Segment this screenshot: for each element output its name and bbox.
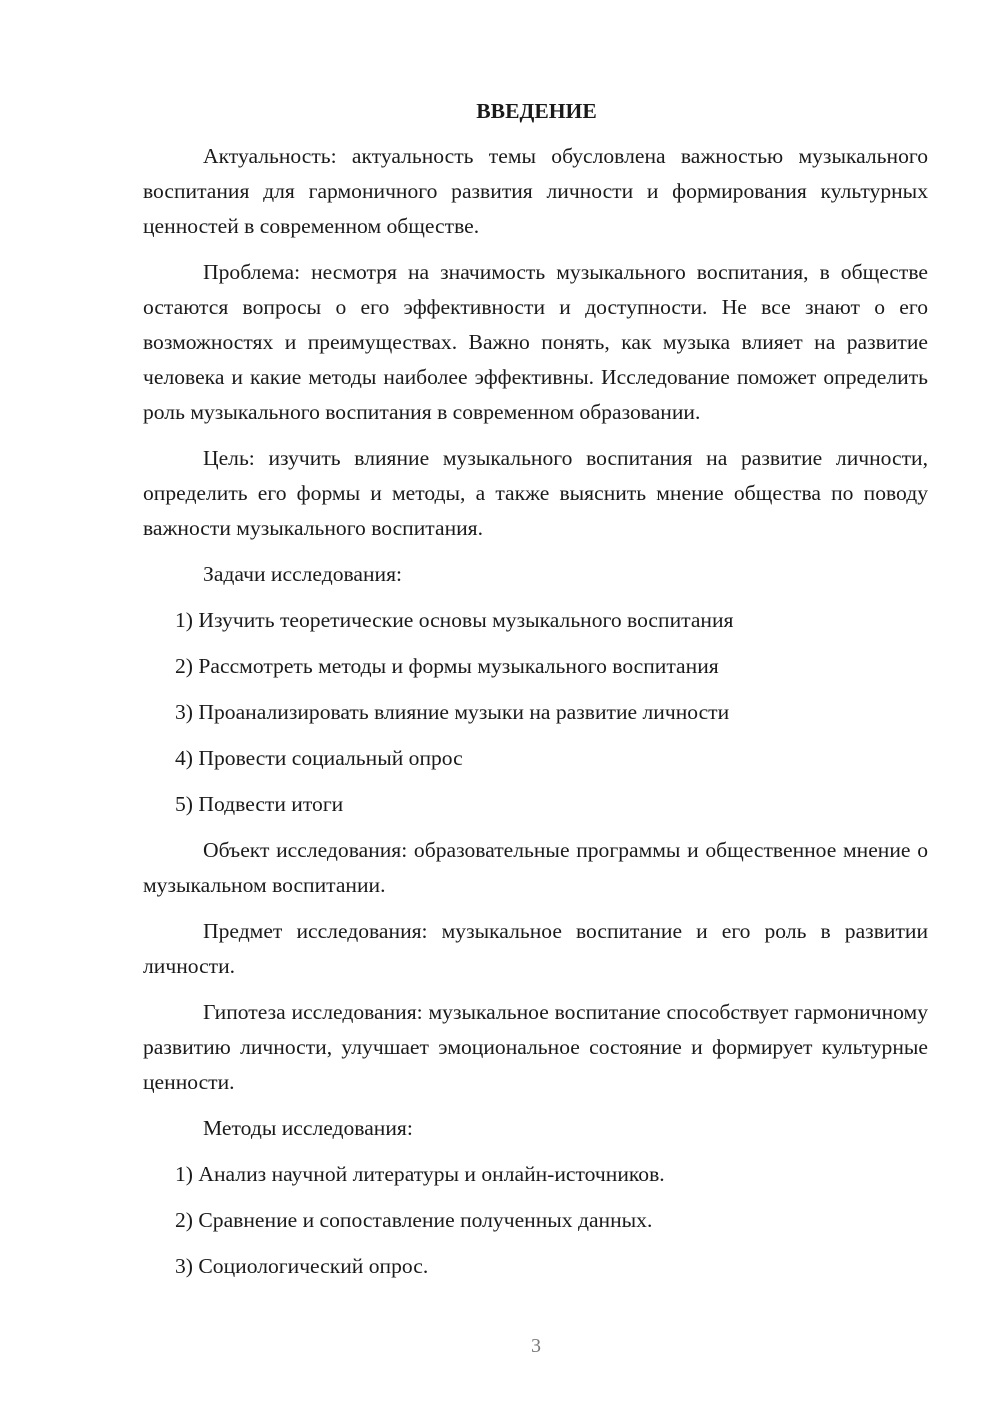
list-item: 4) Провести социальный опрос xyxy=(175,746,463,770)
methods-label: Методы исследования: xyxy=(203,1116,413,1140)
subject-paragraph: Предмет исследования: музыкальное воспитание и его роль в развитии личности. xyxy=(143,919,928,978)
list-item: 5) Подвести итоги xyxy=(175,792,344,816)
list-item: 2) Сравнение и сопоставление полученных данных. xyxy=(175,1208,653,1232)
goal-paragraph: Цель: изучить влияние музыкального воспитания на развитие личности, определить его формы и методы, а также выяснить мнение общества по поводу важности музыкального воспитания. xyxy=(143,446,928,540)
list-item: 2) Рассмотреть методы и формы музыкального воспитания xyxy=(175,654,719,678)
list-item: 1) Анализ научной литературы и онлайн-источников. xyxy=(175,1162,665,1186)
list-item: 1) Изучить теоретические основы музыкального воспитания xyxy=(175,608,734,632)
problem-paragraph: Проблема: несмотря на значимость музыкального воспитания, в обществе остаются вопросы о его эффективности и доступности. Не все знают о его возможностях и преимуществах. Важно понять, как музыка влияет на развитие человека и какие методы наиболее эффективны. Исследование поможет определить роль музыкального воспитания в современном образовании. xyxy=(143,260,928,424)
document-page xyxy=(143,95,928,1295)
tasks-list xyxy=(143,603,928,822)
tasks-label: Задачи исследования: xyxy=(203,562,403,586)
list-item: 3) Проанализировать влияние музыки на развитие личности xyxy=(175,700,730,724)
page-title: ВВЕДЕНИЕ xyxy=(476,99,597,123)
list-item: 3) Социологический опрос. xyxy=(175,1254,429,1278)
relevance-paragraph: Актуальность: актуальность темы обусловлена важностью музыкального воспитания для гармоничного развития личности и формирования культурных ценностей в современном обществе. xyxy=(143,144,928,238)
object-paragraph: Объект исследования: образовательные программы и общественное мнение о музыкальном воспитании. xyxy=(143,838,928,897)
hypothesis-paragraph: Гипотеза исследования: музыкальное воспитание способствует гармоничному развитию личности, улучшает эмоциональное состояние и формирует культурные ценности. xyxy=(143,1000,928,1094)
page-number: 3 xyxy=(531,1335,541,1357)
methods-list xyxy=(143,1157,928,1284)
